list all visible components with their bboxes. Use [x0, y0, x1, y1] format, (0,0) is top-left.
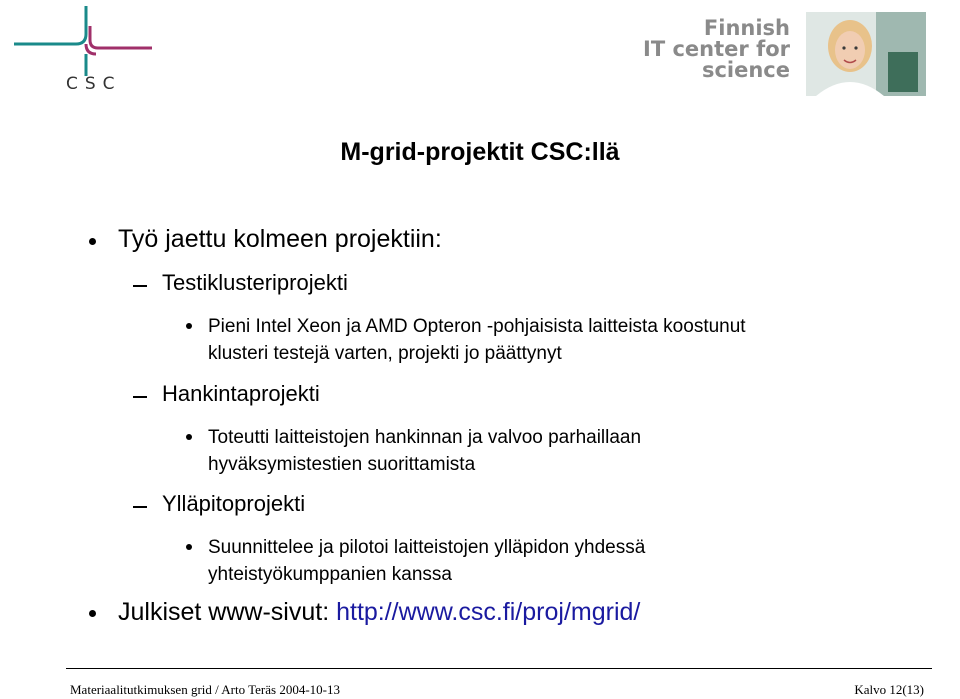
bullet-icon [186, 323, 192, 329]
scientist-photo [806, 12, 926, 96]
bullet-icon [186, 544, 192, 550]
footer-divider [66, 668, 932, 669]
detail-line: Toteutti laitteistojen hankinnan ja valvoo parhaillaan [208, 427, 642, 448]
detail-line: Suunnittelee ja pilotoi laitteistojen ylläpidon yhdessä [208, 537, 646, 558]
bullet-icon [89, 610, 96, 617]
sub-procurement: Hankintaprojekti [162, 381, 320, 406]
detail-line: Pieni Intel Xeon ja AMD Opteron -pohjaisista laitteista koostunut [208, 316, 746, 337]
detail-line: klusteri testejä varten, projekti jo päättynyt [208, 343, 562, 364]
mgrid-link[interactable]: http://www.csc.fi/proj/mgrid/ [336, 598, 641, 626]
slide-title: M-grid-projektit CSC:llä [340, 138, 620, 166]
dash-icon [133, 396, 147, 398]
sub-test-cluster-detail [208, 313, 746, 367]
bullet-icon [89, 238, 96, 245]
bullet-public-pages [118, 598, 640, 627]
bullet-icon [186, 434, 192, 440]
sub-procurement-detail [208, 424, 641, 478]
dash-icon [133, 506, 147, 508]
org-name-line-1: Finnish [703, 16, 790, 40]
org-name-line-3: science [701, 58, 790, 82]
csc-logo-text: CSC [66, 74, 122, 94]
detail-line: hyväksymistestien suorittamista [208, 454, 476, 475]
sub-test-cluster: Testiklusteriprojekti [162, 270, 348, 295]
slide-number: Kalvo 12(13) [854, 682, 924, 697]
public-pages-label: Julkiset www-sivut: [118, 598, 337, 626]
sub-maintenance: Ylläpitoprojekti [162, 491, 306, 516]
org-name [640, 18, 790, 81]
dash-icon [133, 285, 147, 287]
sub-maintenance-detail [208, 534, 645, 588]
detail-line: yhteistyökumppanien kanssa [208, 564, 452, 585]
org-name-line-2: IT center for [643, 37, 790, 61]
footer-left: Materiaalitutkimuksen grid / Arto Teräs 2004-10-13 [70, 682, 340, 697]
bullet-projects: Työ jaettu kolmeen projektiin: [118, 225, 442, 253]
